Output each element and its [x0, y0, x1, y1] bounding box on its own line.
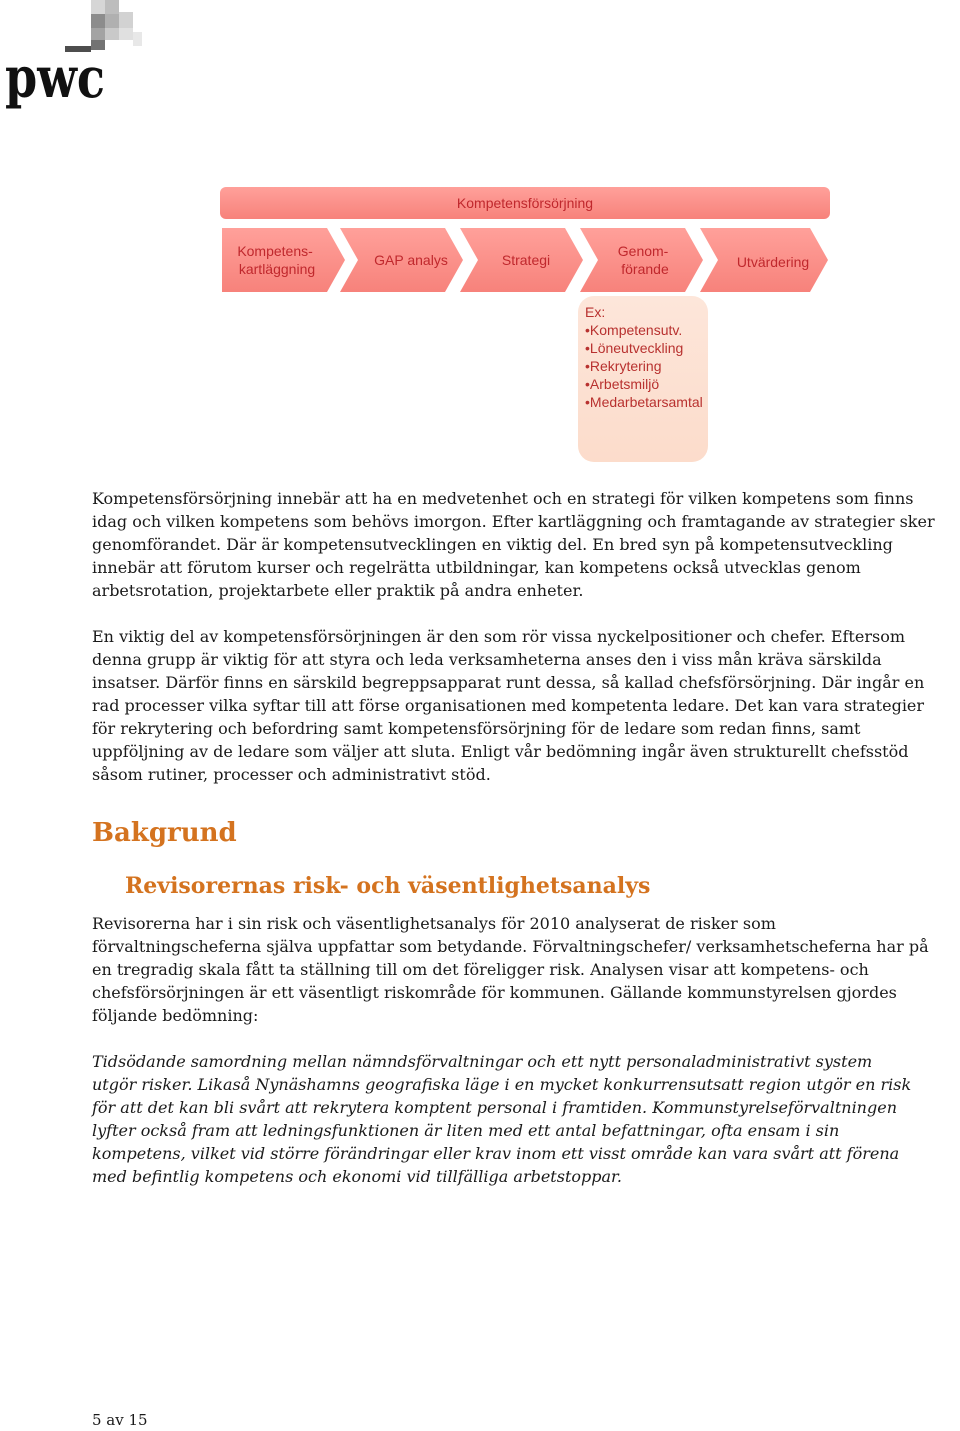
examples-title: Ex:	[585, 304, 606, 320]
pwc-logo	[0, 0, 170, 118]
logo-pixel	[119, 28, 133, 40]
step-label-line: Genom-	[617, 243, 669, 259]
paragraph-line: kompetens, vilket vid större förändringar eller krav inom ett visst område kan vara svårt att förena	[92, 1144, 900, 1163]
logo-pixel	[91, 14, 105, 28]
process-step-3	[460, 228, 583, 292]
step-label: Utvärdering	[736, 254, 810, 270]
process-step-1	[222, 228, 345, 292]
logo-pixel	[91, 0, 105, 14]
banner-label: Kompetensförsörjning	[456, 195, 594, 211]
paragraph-line: Kompetensförsörjning innebär att ha en medvetenhet och en strategi för vilken kompetens som finns	[92, 489, 914, 508]
process-step-2	[340, 228, 463, 292]
chevron-shape	[222, 228, 345, 292]
paragraph-line: lyfter också fram att ledningsfunktionen är liten med ett antal befattningar, ofta ensam i sin	[92, 1121, 840, 1140]
examples-item: •Arbetsmiljö	[585, 376, 660, 392]
examples-item: •Medarbetarsamtal	[585, 394, 703, 410]
paragraph-line: chefsförsörjningen är ett väsentligt riskområde för kommunen. Gällande kommunstyrelsen gjordes	[92, 983, 897, 1002]
examples-item: •Löneutveckling	[585, 340, 684, 356]
logo-pixel	[119, 12, 133, 28]
step-label: Strategi	[501, 252, 551, 268]
logo-wordmark: pwc	[5, 45, 105, 111]
paragraph-line: för att det kan bli svårt att rekrytera komptent personal i framtiden. Kommunstyrelseförvaltningen	[92, 1098, 897, 1117]
section-heading: Bakgrund	[92, 818, 237, 848]
paragraph-line: utgör risker. Likaså Nynäshamns geografiska läge i en mycket konkurrensutsatt region utgör en risk	[92, 1075, 912, 1094]
diagram-banner	[220, 187, 830, 219]
page-number: 5 av 15	[92, 1411, 148, 1429]
paragraph-line: insatser. Därför finns en särskild begreppsapparat runt dessa, så kallad chefsförsörjning. Där ingår en	[92, 673, 925, 692]
step-label-line: kartläggning	[238, 261, 316, 277]
paragraph-line: innebär att förutom kurser och regelrätta utbildningar, kan kompetens också utvecklas genom	[92, 558, 861, 577]
paragraph-line: denna grupp är viktig för att styra och leda verksamheterna anses den i viss mån kräva särskilda	[92, 650, 882, 669]
paragraph-intro	[92, 487, 935, 602]
paragraph-assessment-quote	[92, 1050, 911, 1188]
logo-pixel	[105, 0, 119, 14]
logo-pixel	[133, 32, 142, 46]
paragraph-line: rad processer vilka syftar till att förse organisationen med kompetenta ledare. Det kan vara strategier	[92, 696, 925, 715]
paragraph-line: arbetsrotation, projektarbete eller praktik på andra enheter.	[92, 581, 584, 600]
paragraph-line: såsom rutiner, processer och administrativt stöd.	[92, 765, 491, 784]
step-label: GAP analys	[374, 252, 448, 268]
paragraph-line: Revisorerna har i sin risk och väsentlighetsanalys för 2010 analyserat de risker som	[92, 914, 776, 933]
paragraph-line: förvaltningscheferna själva uppfattar som betydande. Förvaltningschefer/ verksamhetscheferna har på	[92, 937, 929, 956]
paragraph-line: följande bedömning:	[92, 1006, 259, 1025]
chevron-shape	[580, 228, 703, 292]
paragraph-line: genomförandet. Där är kompetensutvecklingen en viktig del. En bred syn på kompetensutveckling	[92, 535, 893, 554]
examples-box	[578, 296, 708, 462]
paragraph-line: uppföljning av de ledare som väljer att sluta. Enligt vår bedömning ingår även strukturellt chefsstöd	[92, 742, 909, 761]
paragraph-line: med befintlig kompetens och ekonomi vid tillfälliga arbetstoppar.	[92, 1167, 622, 1186]
paragraph-leadership	[92, 625, 924, 786]
subsection-heading: Revisorernas risk- och väsentlighetsanalys	[125, 873, 651, 899]
step-label-line: förande	[621, 261, 669, 277]
logo-pixel	[91, 28, 105, 40]
step-label-line: Kompetens-	[237, 243, 313, 259]
examples-item: •Kompetensutv.	[585, 322, 683, 338]
paragraph-line: för rekrytering och befordring samt kompetensförsörjning för de ledare som redan finns, samt	[92, 719, 861, 738]
process-step-4	[580, 228, 703, 292]
examples-item: •Rekrytering	[585, 358, 662, 374]
paragraph-line: Tidsödande samordning mellan nämndsförvaltningar och ett nytt personaladministrativt system	[92, 1052, 873, 1071]
competence-process-diagram	[0, 180, 960, 470]
paragraph-line: en tregradig skala fått ta ställning till om det föreligger risk. Analysen visar att kompetens- och	[92, 960, 869, 979]
paragraph-risk-analysis	[92, 912, 929, 1027]
process-step-5	[700, 228, 828, 292]
logo-pixel	[105, 28, 119, 40]
paragraph-line: En viktig del av kompetensförsörjningen är den som rör vissa nyckelpositioner och chefer. Eftersom	[92, 627, 905, 646]
logo-pixel	[105, 14, 119, 28]
paragraph-line: idag och vilken kompetens som behövs imorgon. Efter kartläggning och framtagande av strategier sker	[92, 512, 935, 531]
